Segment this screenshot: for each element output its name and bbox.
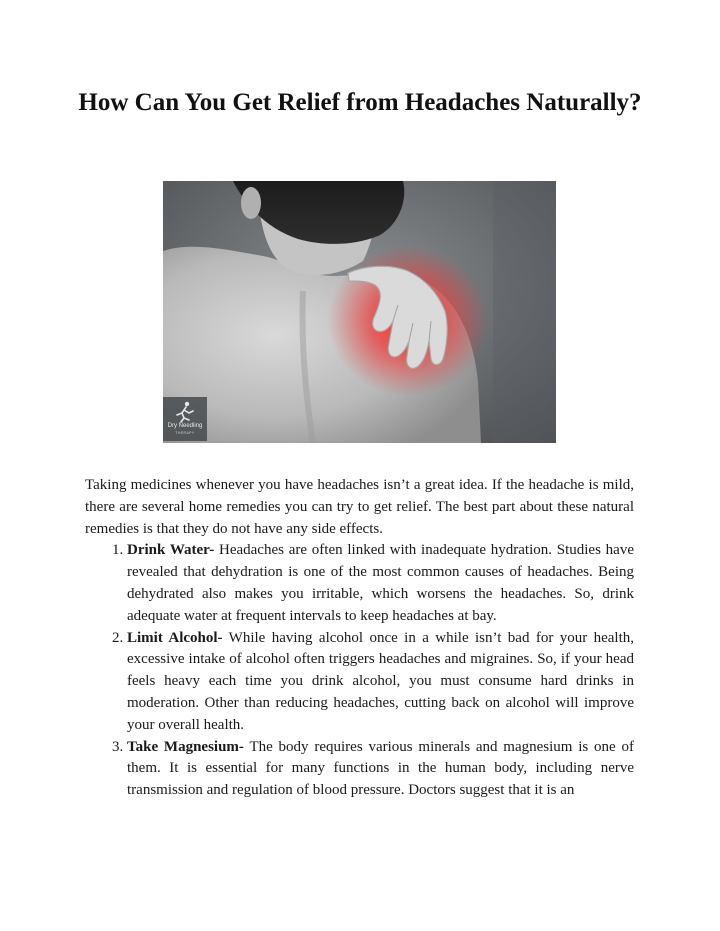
remedy-text: Headaches are often linked with inadequate hydration. Studies have revealed that dehydration is one of the most common causes of headaches. Being dehydrated also makes you irritable, which worsens the headaches. So, drink adequate water at frequent intervals to keep headaches at bay. — [127, 542, 634, 624]
remedy-text: The body requires various minerals and magnesium is one of them. It is essential for many functions in the human body, including nerve transmission and regulation of blood pressure. Doctors suggest that it is an — [127, 738, 635, 799]
logo-subtitle: THERAPY — [175, 431, 195, 435]
page-title: How Can You Get Relief from Headaches Naturally? — [78, 89, 642, 116]
list-item — [127, 540, 634, 627]
dry-needling-logo — [163, 397, 207, 441]
shoulder-pain-photo — [163, 181, 556, 443]
remedy-title: Drink Water- — [127, 542, 215, 559]
list-item — [127, 628, 634, 737]
intro-paragraph: Taking medicines whenever you have headaches isn’t a great idea. If the headache is mild, there are several home remedies you can try to get relief. The best part about these natural remedies is that they do not have any side effects. — [85, 477, 634, 537]
remedy-title: Take Magnesium- — [127, 738, 244, 755]
runner-icon — [173, 401, 197, 423]
shoulder-pain-illustration — [163, 181, 556, 443]
logo-name: Dry Needling — [167, 423, 203, 429]
remedy-text: While having alcohol once in a while isn’t bad for your health, excessive intake of alcohol often triggers headaches and migraines. So, if your head feels heavy each time you drink alcohol, you must consume hard drinks in moderation. Other than reducing headaches, cutting back on alcohol will improve your overall health. — [127, 629, 634, 733]
list-item — [127, 737, 634, 802]
remedy-title: Limit Alcohol- — [127, 629, 223, 646]
article-body — [85, 475, 634, 802]
remedies-list — [85, 540, 634, 802]
